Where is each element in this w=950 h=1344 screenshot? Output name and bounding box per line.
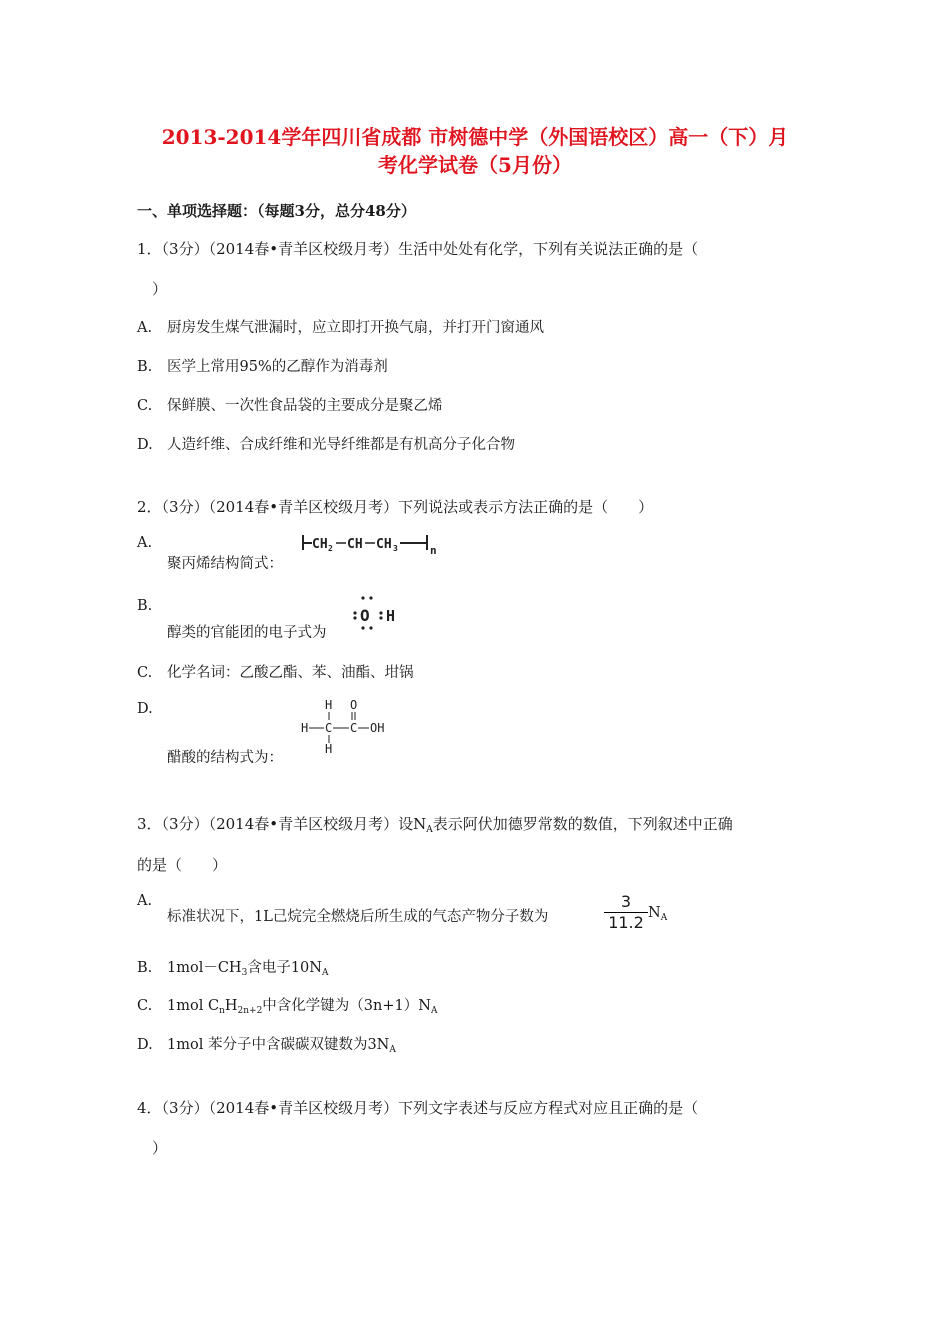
q2-option-a-letter: A. bbox=[137, 535, 153, 551]
question-1-text: 1．（3分）（2014春•青羊区校级月考）生活中处处有化学，下列有关说法正确的是（ bbox=[137, 240, 699, 258]
na-symbol bbox=[648, 905, 667, 923]
q3-option-a-letter: A. bbox=[137, 893, 153, 909]
subscript: 3 bbox=[241, 968, 248, 978]
q3-option-a-text: 标准状况下，1L己烷完全燃烧后所生成的气态产物分子数为 bbox=[167, 909, 549, 925]
q2-option-b-letter: B. bbox=[137, 598, 153, 614]
q1-option-a bbox=[137, 316, 544, 337]
q2-option-c bbox=[137, 661, 414, 682]
option-text: 1mol C bbox=[167, 998, 220, 1014]
q2-option-d-letter: D. bbox=[137, 701, 153, 717]
q3-option-b bbox=[137, 956, 328, 978]
fraction-denominator: 11.2 bbox=[608, 913, 644, 932]
q3-option-d bbox=[137, 1033, 396, 1055]
acetic-acid-structure-image bbox=[298, 697, 398, 757]
option-letter: A. bbox=[137, 320, 153, 336]
option-text: 1mol 苯分子中含碳碳双键数为3N bbox=[167, 1037, 390, 1053]
q2-option-b-text: 醇类的官能团的电子式为 bbox=[167, 625, 327, 641]
option-text: H bbox=[224, 998, 238, 1014]
option-letter: D. bbox=[137, 1037, 153, 1053]
atom-h: H bbox=[325, 698, 333, 712]
subscript: A bbox=[426, 825, 433, 835]
option-letter: C. bbox=[137, 398, 153, 414]
option-text: 化学名词：乙酸乙酯、苯、油酯、坩锅 bbox=[167, 665, 414, 681]
option-letter: C. bbox=[137, 665, 153, 681]
q1-option-c bbox=[137, 394, 443, 415]
subscript: 2n+2 bbox=[237, 1006, 263, 1016]
formula-sub: 3 bbox=[393, 544, 398, 553]
atom-o: O bbox=[350, 698, 358, 712]
formula-n: n bbox=[430, 544, 437, 557]
q3-option-c bbox=[137, 994, 437, 1016]
q1-option-b bbox=[137, 355, 388, 376]
formula-ch3: CH bbox=[376, 537, 392, 552]
q3-text-part: 表示阿伏加德罗常数的数值，下列叙述中正确 bbox=[432, 815, 733, 833]
q1-option-d bbox=[137, 433, 515, 454]
subscript: n bbox=[219, 1006, 225, 1016]
page-title-line2: 考化学试卷（5月份） bbox=[378, 153, 572, 177]
subscript: A bbox=[321, 968, 329, 978]
question-4-close: ） bbox=[152, 1139, 168, 1157]
page-title-line1: 2013-2014学年四川省成都 市树德中学（外国语校区）高一（下）月 bbox=[161, 125, 789, 149]
formula-h: H bbox=[386, 607, 396, 625]
question-4-text: 4．（3分）（2014春•青羊区校级月考）下列文字表述与反应方程式对应且正确的是（ bbox=[137, 1099, 699, 1117]
option-text: 含电子10N bbox=[247, 960, 322, 976]
hydroxyl-electron-formula-image bbox=[350, 593, 405, 633]
option-text: 厨房发生煤气泄漏时，应立即打开换气扇，并打开门窗通风 bbox=[167, 320, 544, 336]
question-1-close: ） bbox=[152, 280, 168, 298]
formula-sub: 2 bbox=[328, 544, 333, 553]
na-letter: N bbox=[648, 905, 661, 921]
question-2-text: 2．（3分）（2014春•青羊区校级月考）下列说法或表示方法正确的是（ ） bbox=[137, 498, 654, 516]
formula-o: O bbox=[360, 606, 370, 625]
subscript: A bbox=[389, 1045, 396, 1055]
atom-c: C bbox=[350, 721, 358, 735]
q3-text-part: 3．（3分）（2014春•青羊区校级月考）设N bbox=[137, 815, 427, 833]
option-letter: D. bbox=[137, 437, 153, 453]
atom-h: H bbox=[325, 742, 333, 756]
option-text: 中含化学键为（3n+1）N bbox=[262, 998, 431, 1014]
option-letter: B. bbox=[137, 359, 153, 375]
q2-option-d-text: 醋酸的结构式为： bbox=[167, 750, 283, 766]
question-3-text bbox=[137, 813, 733, 835]
option-text: 保鲜膜、一次性食品袋的主要成分是聚乙烯 bbox=[167, 398, 443, 414]
atom-oh: OH bbox=[370, 721, 385, 735]
q2-option-a-text: 聚丙烯结构简式： bbox=[167, 556, 283, 572]
atom-h: H bbox=[301, 721, 309, 735]
section-heading: 一、单项选择题：（每题3分，总分48分） bbox=[137, 202, 416, 220]
fraction-numerator: 3 bbox=[620, 892, 632, 911]
formula-ch2: CH bbox=[312, 537, 328, 552]
formula-ch: CH bbox=[347, 537, 363, 552]
option-text: 医学上常用95%的乙醇作为消毒剂 bbox=[167, 359, 388, 375]
option-letter: B. bbox=[137, 960, 153, 976]
polypropylene-formula-image bbox=[300, 528, 445, 558]
atom-c: C bbox=[325, 721, 333, 735]
subscript: A bbox=[430, 1006, 438, 1016]
option-text: 1mol－CH bbox=[167, 960, 242, 976]
option-text: 人造纤维、合成纤维和光导纤维都是有机高分子化合物 bbox=[167, 437, 515, 453]
question-3-text-line2: 的是（ ） bbox=[137, 856, 228, 874]
fraction bbox=[604, 893, 648, 932]
option-letter: C. bbox=[137, 998, 153, 1014]
subscript: A bbox=[660, 913, 668, 923]
